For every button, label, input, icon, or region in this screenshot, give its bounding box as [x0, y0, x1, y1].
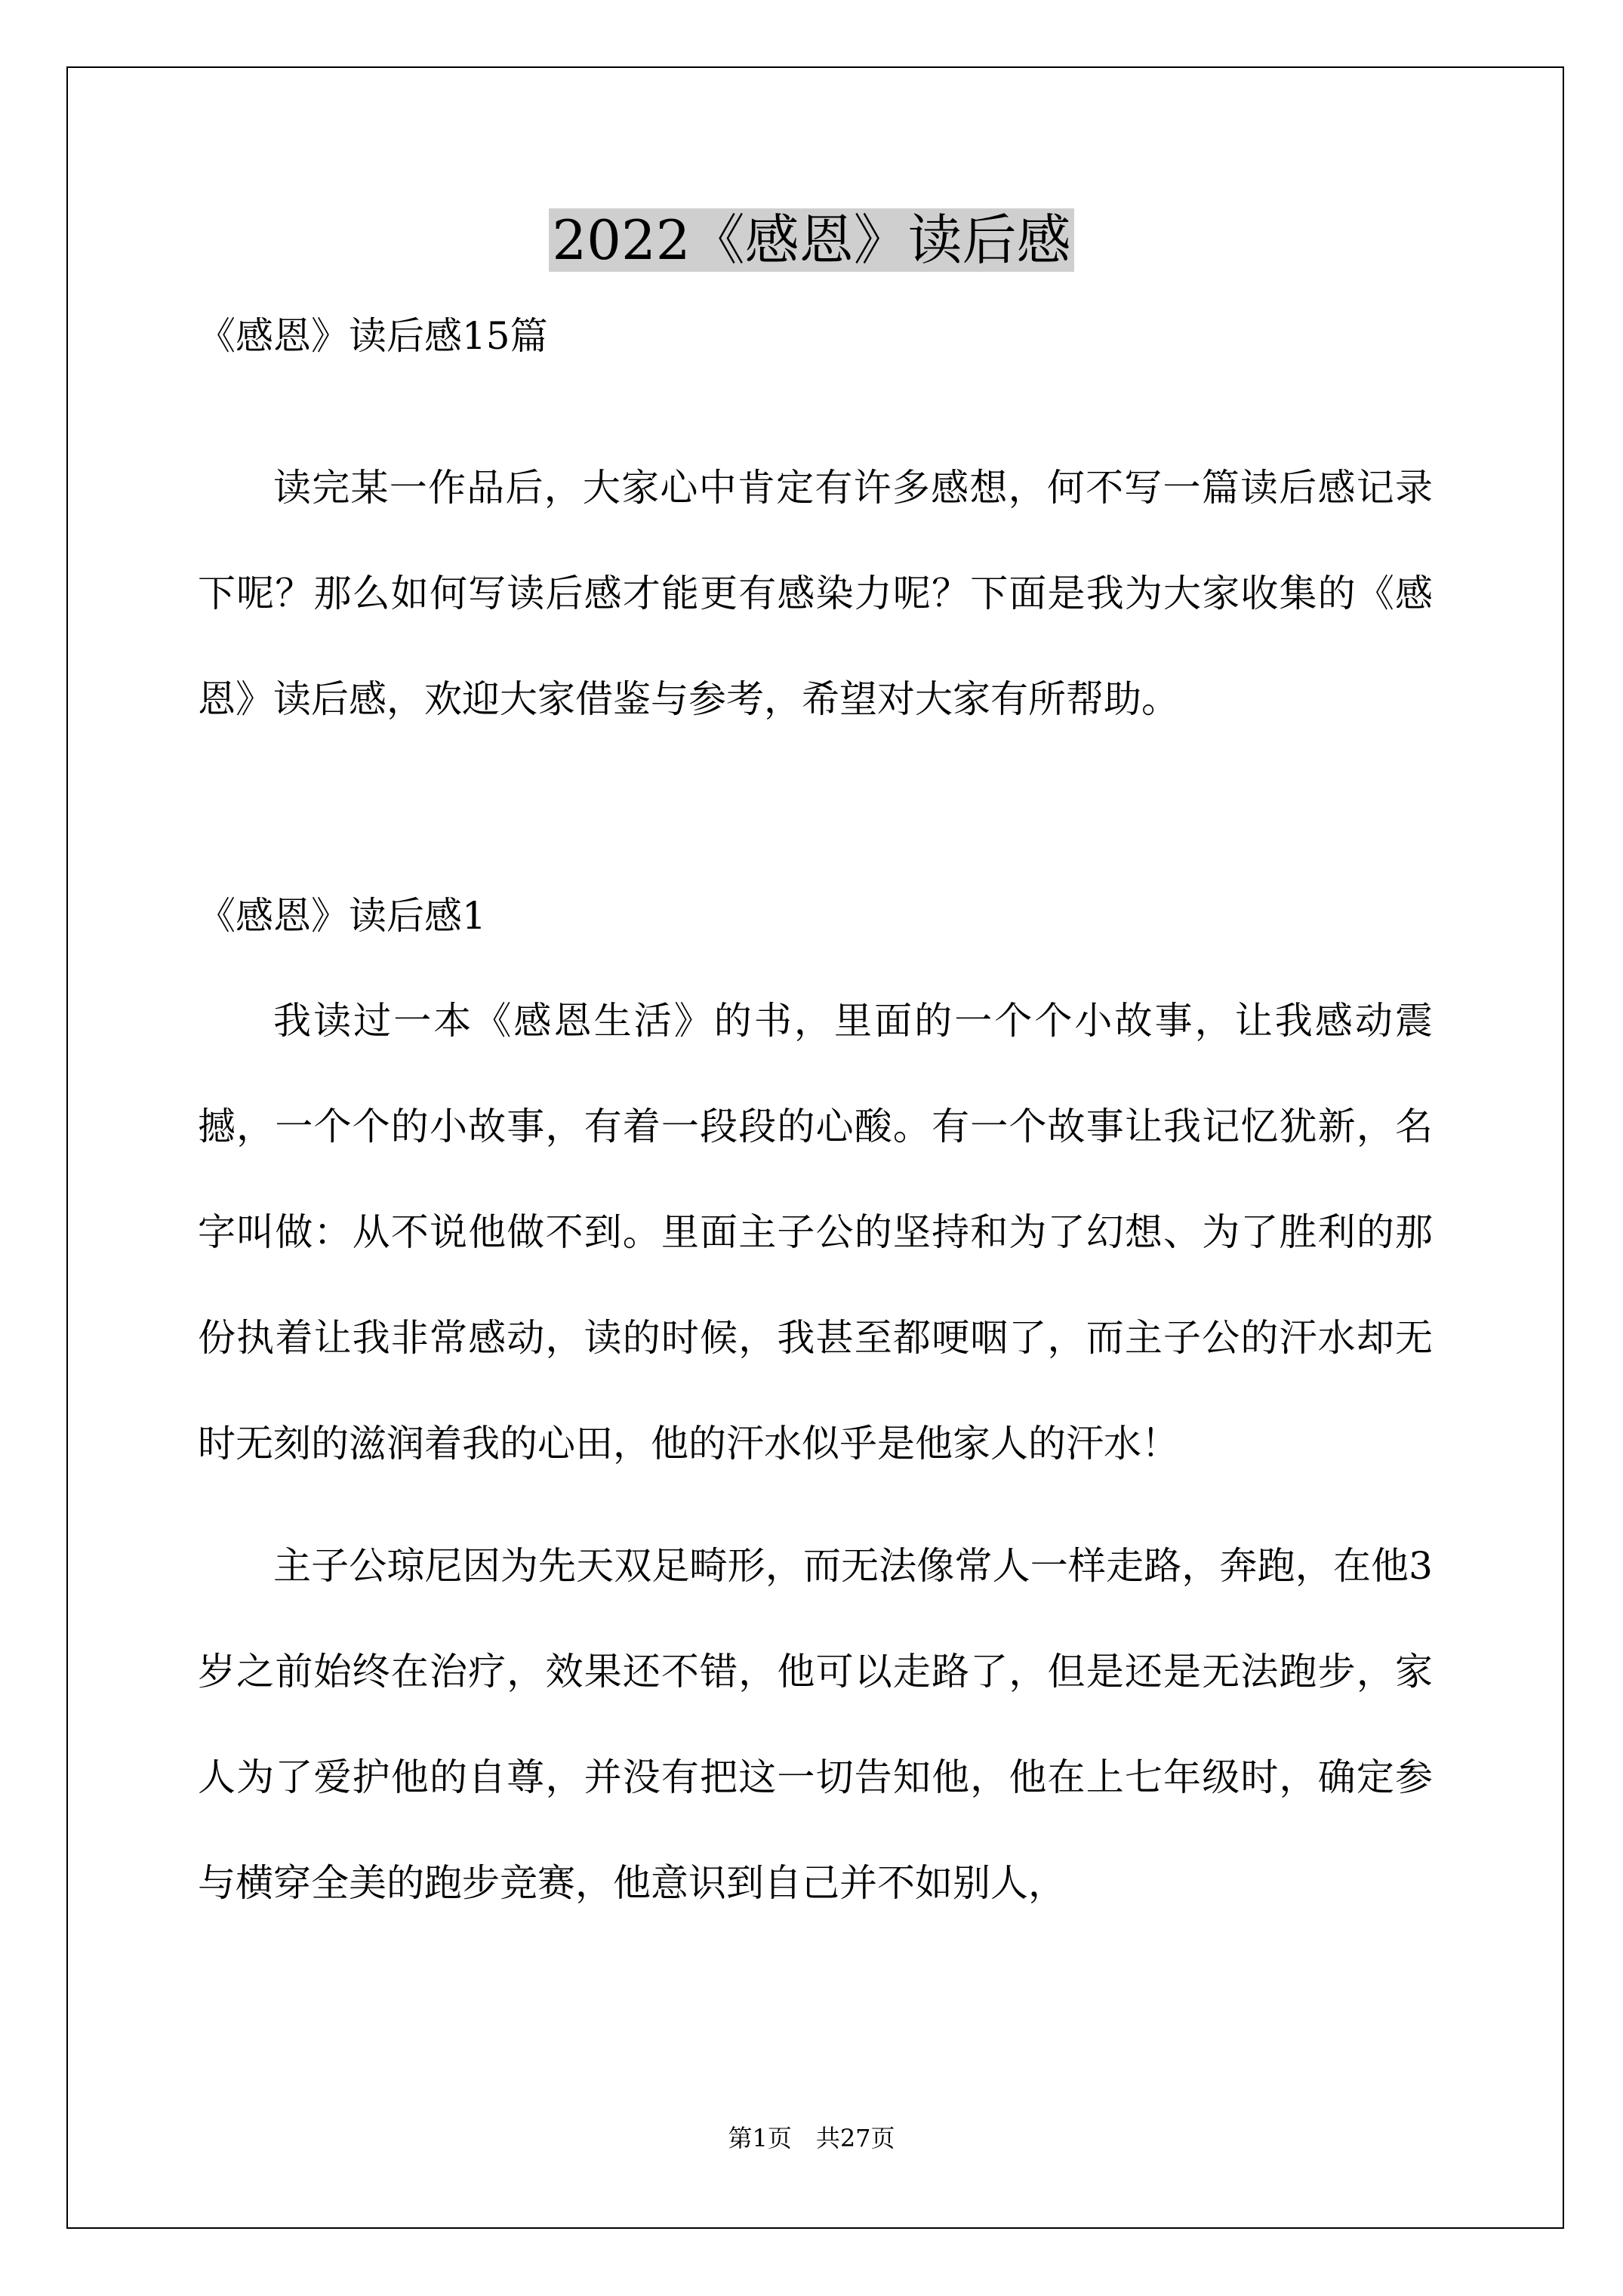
body-paragraph: 主子公琼尼因为先天双足畸形，而无法像常人一样走路，奔跑，在他3岁之前始终在治疗，效果还不错，他可以走路了，但是还是无法跑步，家人为了爱护他的自尊，并没有把这一切告知他，他在上七年级时，确定参与横穿全美的跑步竞赛，他意识到自己并不如别人，: [198, 1544, 1433, 1905]
intro-paragraph: 读完某一作品后，大家心中肯定有许多感想，何不写一篇读后感记录下呢？那么如何写读后感才能更有感染力呢？下面是我为大家收集的《感恩》读后感，欢迎大家借鉴与参考，希望对大家有所帮助。: [198, 466, 1433, 721]
document-title: [0, 202, 1623, 278]
document-title-text: 2022《感恩》读后感: [549, 208, 1073, 272]
body-paragraph: 我读过一本《感恩生活》的书，里面的一个个小故事，让我感动震撼，一个个的小故事，有着一段段的心酸。有一个故事让我记忆犹新，名字叫做：从不说他做不到。里面主子公的坚持和为了幻想、为了胜利的那份执着让我非常感动，读的时候，我甚至都哽咽了，而主子公的汗水却无时无刻的滋润着我的心田，他的汗水似乎是他家人的汗水！: [198, 999, 1433, 1465]
section-heading: 《感恩》读后感1: [198, 894, 486, 938]
page-footer: 第1页 共27页: [728, 2124, 895, 2153]
document-subtitle: 《感恩》读后感15篇: [198, 314, 548, 358]
